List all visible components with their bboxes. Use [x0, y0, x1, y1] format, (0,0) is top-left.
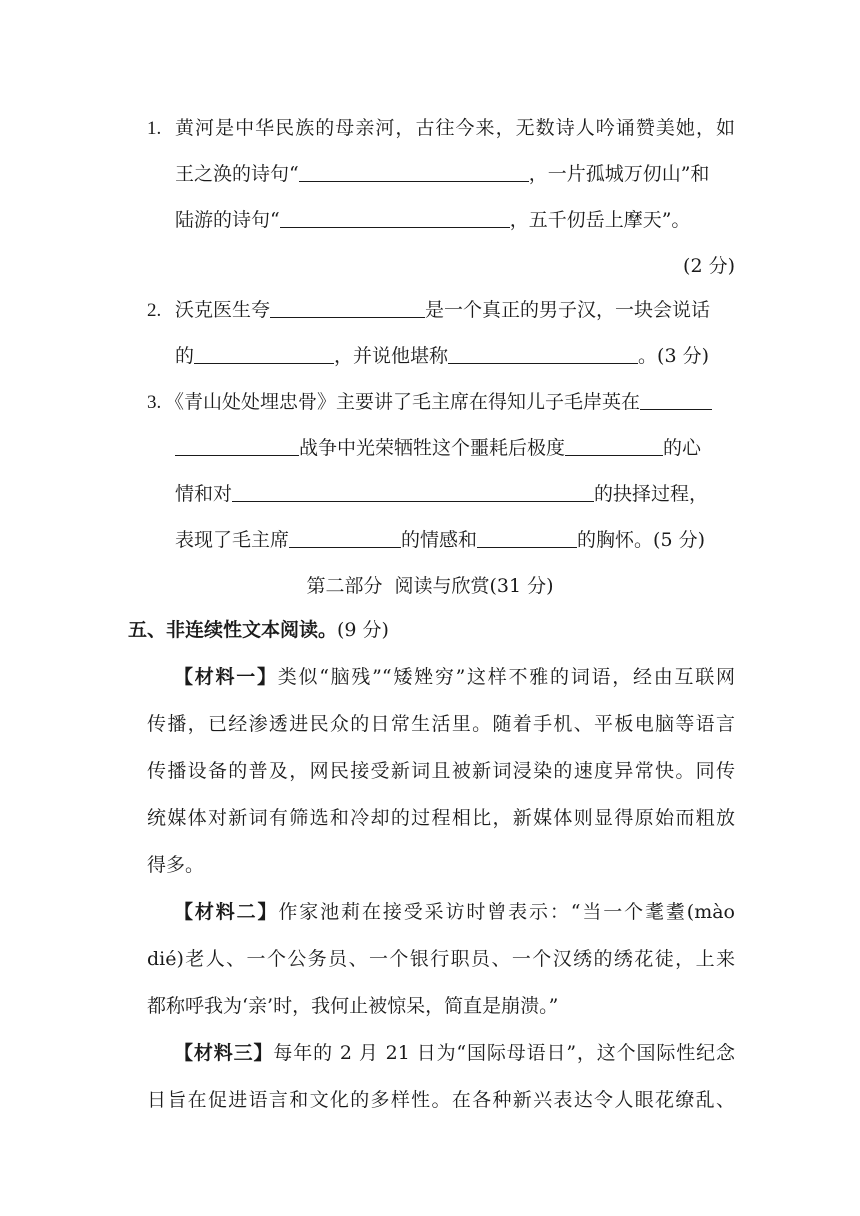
q1-line-2-text-a: 王之涣的诗句“ — [175, 163, 299, 185]
q3-blank-4[interactable] — [289, 528, 401, 548]
material-one-line-5: 得多。 — [147, 854, 205, 876]
material-three-text-1: 每年的 2 月 21 日为“国际母语日”，这个国际性纪念 — [273, 1042, 735, 1064]
q3-line-1-text: 《青山处处埋忠骨》主要讲了毛主席在得知儿子毛岸英在 — [165, 391, 641, 413]
q1-line-2-text-b: ，一片孤城万仞山”和 — [528, 163, 710, 185]
section-five-score: (9 分) — [337, 619, 389, 641]
q3-line-4 — [175, 527, 705, 553]
q3-blank-1a[interactable] — [640, 390, 712, 410]
material-two-line-2: dié)老人、一个公务员、一个银行职员、一个汉绣的绣花徒，上来 — [147, 948, 735, 970]
material-one-tag: 【材料一】 — [174, 666, 278, 688]
q2-line-1-text-a: 沃克医生夸 — [175, 299, 271, 321]
material-one-line-2: 传播，已经渗透进民众的日常生活里。随着手机、平板电脑等语言 — [147, 713, 735, 735]
material-one-text-1: 类似“脑残”“矮矬穷”这样不雅的词语，经由互联网 — [277, 666, 735, 688]
q3-blank-5[interactable] — [477, 528, 577, 548]
q3-number: 3. — [147, 392, 162, 413]
material-one-line-4: 统媒体对新词有筛选和冷却的过程相比，新媒体则显得原始而粗放 — [147, 807, 735, 829]
q3-blank-1b[interactable] — [175, 436, 299, 456]
material-two-line-3: 都称呼我为‘亲’时，我何止被惊呆，简直是崩溃。” — [147, 995, 559, 1017]
part-two-title: 第二部分 阅读与欣赏(31 分) — [306, 575, 554, 597]
q1-line-3 — [175, 207, 690, 233]
q3-blank-2[interactable] — [565, 436, 663, 456]
material-three-line-2: 日旨在促进语言和文化的多样性。在各种新兴表达令人眼花缭乱、 — [147, 1089, 735, 1111]
q1-blank-2[interactable] — [280, 208, 510, 228]
material-one-line-3: 传播设备的普及，网民接受新词且被新词浸染的速度异常快。同传 — [147, 760, 735, 782]
q2-line-2-text-c: 。(3 分) — [638, 345, 709, 367]
material-three-line-1 — [174, 1040, 735, 1066]
q2-blank-1[interactable] — [270, 298, 425, 318]
q3-line-2-text-b: 的心 — [663, 437, 702, 459]
material-two-text-1: 作家池莉在接受采访时曾表示：“当一个耄耋(mào — [278, 901, 735, 923]
q2-blank-3[interactable] — [448, 344, 638, 364]
q2-number: 2. — [147, 300, 162, 321]
q3-line-3-text-b: 的抉择过程， — [594, 483, 709, 505]
q2-line-2 — [175, 343, 709, 369]
q1-line-3-text-a: 陆游的诗句“ — [175, 209, 280, 231]
q3-line-4-text-c: 的胸怀。(5 分) — [577, 529, 705, 551]
q3-line-2-text-a: 战争中光荣牺牲这个噩耗后极度 — [299, 437, 566, 459]
q1-score: (2 分) — [683, 255, 735, 277]
q2-line-2-text-a: 的 — [175, 345, 195, 367]
q1-number: 1. — [147, 118, 162, 139]
q2-blank-2[interactable] — [194, 344, 334, 364]
material-two-line-1 — [174, 899, 735, 925]
material-two-tag: 【材料二】 — [174, 901, 279, 923]
q1-line-1: 黄河是中华民族的母亲河，古往今来，无数诗人吟诵赞美她，如 — [175, 117, 735, 139]
q3-blank-3[interactable] — [232, 482, 594, 502]
q1-blank-1[interactable] — [299, 162, 529, 182]
q3-line-3-text-a: 情和对 — [175, 483, 233, 505]
section-five-heading — [128, 617, 389, 643]
section-five-title: 五、非连续性文本阅读。 — [128, 619, 338, 641]
q3-line-4-text-a: 表现了毛主席 — [175, 529, 290, 551]
q2-line-2-text-b: ，并说他堪称 — [334, 345, 449, 367]
q1-line-2 — [175, 161, 709, 187]
q3-line-3 — [175, 481, 708, 507]
q3-line-4-text-b: 的情感和 — [401, 529, 478, 551]
q2-line-1 — [175, 297, 710, 323]
q3-line-2 — [175, 435, 701, 461]
material-one-line-1 — [174, 664, 735, 690]
q2-line-1-text-b: 是一个真正的男子汉，一块会说话 — [425, 299, 711, 321]
material-three-tag: 【材料三】 — [174, 1042, 274, 1064]
q1-line-3-text-b: ，五千仞岳上摩天”。 — [509, 209, 691, 231]
q3-line-1 — [165, 389, 712, 415]
